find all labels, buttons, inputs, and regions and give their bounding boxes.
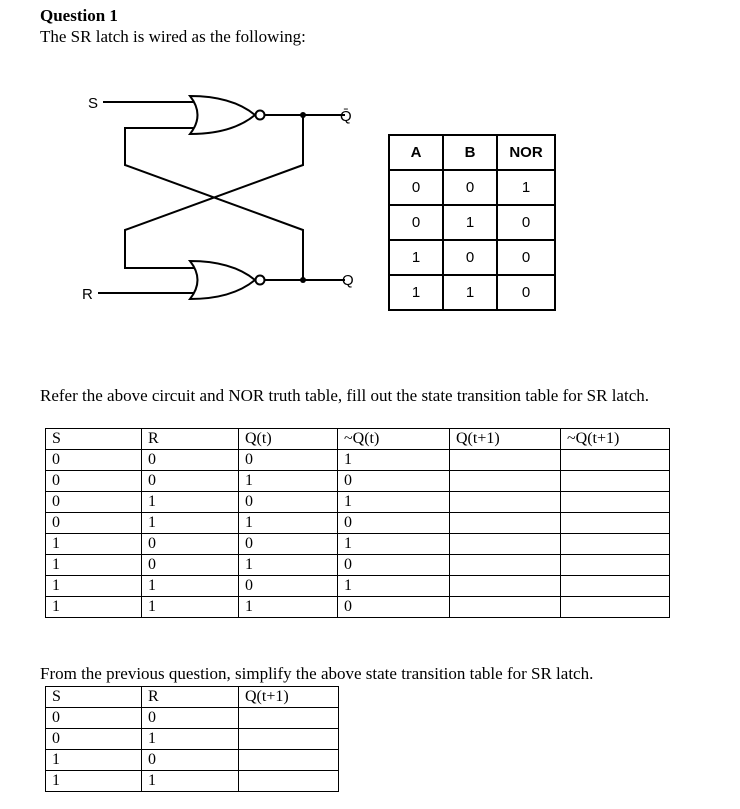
simplified-cell: 1: [46, 771, 142, 792]
state-cell: 0: [46, 513, 142, 534]
state-cell: 1: [142, 576, 239, 597]
nor-cell: 1: [389, 240, 443, 275]
nor-bubble-bottom: [256, 276, 265, 285]
nor-truth-table: [388, 134, 556, 311]
state-cell: 0: [338, 513, 450, 534]
state-cell: 1: [239, 555, 338, 576]
state-cell: 0: [142, 450, 239, 471]
state-cell: 1: [338, 492, 450, 513]
nor-header-nor: NOR: [497, 135, 555, 170]
state-header-qt1: Q(t+1): [450, 429, 561, 450]
state-cell: 1: [46, 555, 142, 576]
state-answer-cell[interactable]: [450, 597, 561, 618]
state-cell: 1: [338, 534, 450, 555]
nor-row: [389, 205, 555, 240]
state-row: [46, 492, 670, 513]
nor-cell: 0: [389, 205, 443, 240]
state-header-r: R: [142, 429, 239, 450]
state-cell: 0: [46, 492, 142, 513]
state-answer-cell[interactable]: [450, 534, 561, 555]
nor-header-row: [389, 135, 555, 170]
simplified-answer-cell[interactable]: [239, 708, 339, 729]
state-header-qt: Q(t): [239, 429, 338, 450]
nor-gate-bottom: [190, 261, 255, 299]
simplified-answer-cell[interactable]: [239, 729, 339, 750]
nor-cell: 1: [443, 275, 497, 310]
simplified-cell: 1: [142, 771, 239, 792]
feedback-from-qbar: [125, 115, 303, 268]
state-answer-cell[interactable]: [450, 450, 561, 471]
simplified-cell: 1: [142, 729, 239, 750]
state-row: [46, 450, 670, 471]
state-cell: 1: [142, 492, 239, 513]
state-answer-cell[interactable]: [561, 576, 670, 597]
question-title: Question 1: [40, 6, 118, 25]
state-cell: 1: [142, 597, 239, 618]
simplified-row: [46, 729, 339, 750]
sr-latch-diagram: [0, 0, 380, 330]
prompt-simplify: From the previous question, simplify the above state transition table for SR latch.: [40, 664, 594, 683]
question-intro: The SR latch is wired as the following:: [40, 27, 306, 46]
state-answer-cell[interactable]: [450, 492, 561, 513]
state-answer-cell[interactable]: [561, 534, 670, 555]
prompt-state-transition: Refer the above circuit and NOR truth table, fill out the state transition table for SR latch.: [40, 386, 649, 405]
state-cell: 0: [142, 471, 239, 492]
state-cell: 0: [142, 534, 239, 555]
state-cell: 0: [338, 555, 450, 576]
simplified-row: [46, 750, 339, 771]
nor-row: [389, 275, 555, 310]
state-answer-cell[interactable]: [450, 576, 561, 597]
simplified-cell: 1: [46, 750, 142, 771]
state-cell: 1: [239, 513, 338, 534]
state-row: [46, 471, 670, 492]
state-cell: 1: [46, 597, 142, 618]
simplified-header-s: S: [46, 687, 142, 708]
state-cell: 1: [338, 450, 450, 471]
state-row: [46, 534, 670, 555]
state-answer-cell[interactable]: [561, 597, 670, 618]
state-answer-cell[interactable]: [561, 513, 670, 534]
state-cell: 0: [239, 492, 338, 513]
nor-cell: 0: [443, 170, 497, 205]
nor-cell: 1: [443, 205, 497, 240]
nor-cell: 0: [497, 205, 555, 240]
simplified-header-r: R: [142, 687, 239, 708]
state-cell: 1: [46, 576, 142, 597]
state-answer-cell[interactable]: [450, 513, 561, 534]
state-row: [46, 555, 670, 576]
simplified-header-qt1: Q(t+1): [239, 687, 339, 708]
simplified-row: [46, 708, 339, 729]
state-cell: 1: [338, 576, 450, 597]
simplified-row: [46, 771, 339, 792]
state-cell: 1: [142, 513, 239, 534]
state-header-not-qt1: ~Q(t+1): [561, 429, 670, 450]
simplified-cell: 0: [142, 750, 239, 771]
state-answer-cell[interactable]: [561, 492, 670, 513]
junction-bottom: [300, 277, 306, 283]
nor-header-b: B: [443, 135, 497, 170]
state-row: [46, 597, 670, 618]
state-cell: 0: [142, 555, 239, 576]
state-cell: 0: [46, 471, 142, 492]
junction-top: [300, 112, 306, 118]
state-cell: 0: [239, 534, 338, 555]
state-cell: 0: [338, 597, 450, 618]
state-cell: 1: [239, 471, 338, 492]
feedback-from-q: [125, 128, 303, 280]
simplified-header-row: [46, 687, 339, 708]
state-cell: 0: [46, 450, 142, 471]
simplified-table: [45, 686, 339, 792]
state-cell: 1: [239, 597, 338, 618]
state-cell: 1: [46, 534, 142, 555]
nor-cell: 1: [389, 275, 443, 310]
state-transition-table: [45, 428, 670, 618]
label-qbar: Q̄: [340, 108, 352, 125]
simplified-cell: 0: [46, 708, 142, 729]
state-header-s: S: [46, 429, 142, 450]
state-cell: 0: [239, 450, 338, 471]
simplified-answer-cell[interactable]: [239, 771, 339, 792]
state-cell: 0: [338, 471, 450, 492]
nor-cell: 0: [389, 170, 443, 205]
nor-row: [389, 240, 555, 275]
nor-header-a: A: [389, 135, 443, 170]
nor-cell: 1: [497, 170, 555, 205]
state-row: [46, 513, 670, 534]
state-answer-cell[interactable]: [450, 555, 561, 576]
state-row: [46, 576, 670, 597]
label-q: Q: [342, 272, 354, 289]
simplified-cell: 0: [46, 729, 142, 750]
nor-gate-top: [190, 96, 255, 134]
state-cell: 0: [239, 576, 338, 597]
simplified-answer-cell[interactable]: [239, 750, 339, 771]
nor-cell: 0: [443, 240, 497, 275]
state-answer-cell[interactable]: [561, 471, 670, 492]
state-header-not-qt: ~Q(t): [338, 429, 450, 450]
simplified-cell: 0: [142, 708, 239, 729]
state-header-row: [46, 429, 670, 450]
nor-bubble-top: [256, 111, 265, 120]
nor-row: [389, 170, 555, 205]
nor-cell: 0: [497, 240, 555, 275]
label-r: R: [82, 286, 93, 303]
state-answer-cell[interactable]: [561, 555, 670, 576]
state-answer-cell[interactable]: [450, 471, 561, 492]
state-answer-cell[interactable]: [561, 450, 670, 471]
label-s: S: [88, 95, 99, 112]
nor-cell: 0: [497, 275, 555, 310]
